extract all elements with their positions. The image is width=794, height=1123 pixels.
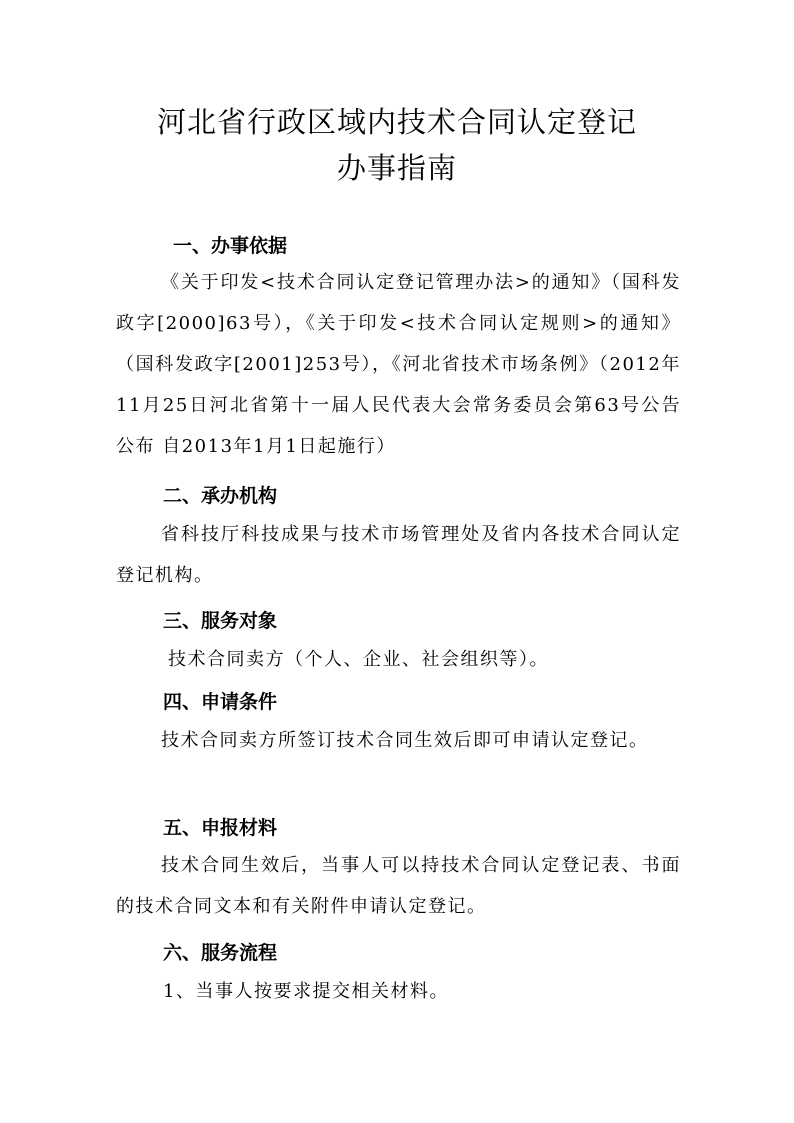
section-heading-basis: 一、办事依据 <box>173 235 288 257</box>
document-title-line1: 河北省行政区域内技术合同认定登记 <box>156 105 637 139</box>
section-heading-conditions: 四、申请条件 <box>163 691 278 713</box>
document-title-line2: 办事指南 <box>336 151 457 185</box>
section-heading-agency: 二、承办机构 <box>163 485 278 507</box>
section-body-process: 1、当事人按要求提交相关材料。 <box>163 981 449 1002</box>
section-heading-materials: 五、申报材料 <box>163 817 278 839</box>
section-body-materials: 技术合同生效后，当事人可以持技术合同认定登记表、书面的技术合同文本和有关附件申请认定登记。 <box>116 855 681 917</box>
section-body-basis: 《关于印发<技术合同认定登记管理办法>的通知》（国科发政字[2000]63号），《关于印发<技术合同认定规则>的通知》（国科发政字[2001]253号），《河北省技术市场条例》（2012年11月25日河北省第十一届人民代表大会常务委员会第63号公告公布 自2013年1月1日起施行） <box>116 272 681 457</box>
section-body-target: 技术合同卖方（个人、企业、社会组织等）。 <box>168 649 549 670</box>
section-body-agency: 省科技厅科技成果与技术市场管理处及省内各技术合同认定登记机构。 <box>116 524 681 586</box>
section-heading-process: 六、服务流程 <box>163 942 278 964</box>
section-heading-target: 三、服务对象 <box>163 610 278 632</box>
section-body-conditions: 技术合同卖方所签订技术合同生效后即可申请认定登记。 <box>161 730 649 751</box>
